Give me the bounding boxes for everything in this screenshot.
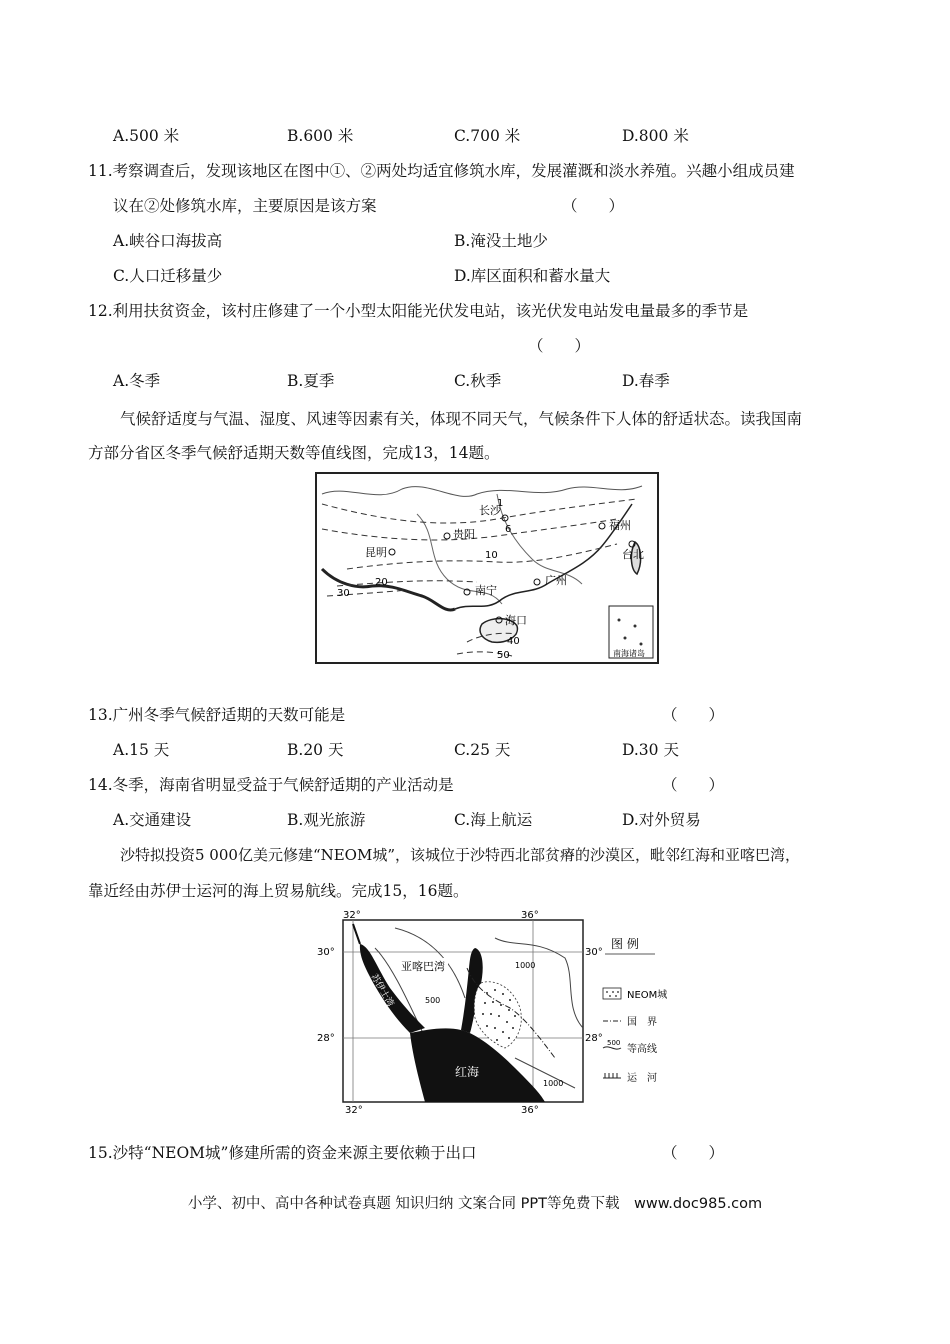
lon-label-32-bottom: 32° xyxy=(345,1105,363,1113)
contour-label-20: 20 xyxy=(375,577,388,588)
comfort-days-map-drawing xyxy=(317,474,657,662)
intro2-line1: 沙特拟投资5 000亿美元修建“NEOM城”，该城位于沙特西北部贫瘠的沙漠区，毗邻红海和亚喀巴湾， xyxy=(120,846,801,864)
intro1-line2: 方部分省区冬季气候舒适期天数等值线图，完成13，14题。 xyxy=(88,444,500,462)
contour-value-1000-south: 1000 xyxy=(543,1079,564,1088)
q11-option-a: A.峡谷口海拔高 xyxy=(113,232,223,250)
q13-option-c: C.25 天 xyxy=(454,741,511,759)
legend-title: 图 例 xyxy=(611,937,639,951)
q12-option-c: C.秋季 xyxy=(454,372,502,390)
label-red-sea: 红海 xyxy=(455,1065,480,1079)
q14-option-c: C.海上航运 xyxy=(454,811,533,829)
contour-label-1: 1 xyxy=(497,498,504,509)
legend-canal-label: 运 河 xyxy=(627,1073,657,1084)
q10-option-b: B.600 米 xyxy=(287,127,354,145)
lon-label-36-top: 36° xyxy=(521,910,539,921)
lat-label-28: 28° xyxy=(317,1033,335,1044)
lat-label-28-right: 28° xyxy=(585,1033,603,1044)
q12-option-b: B.夏季 xyxy=(287,372,335,390)
city-label-changsha: 长沙 xyxy=(479,504,501,517)
city-dot xyxy=(599,523,605,529)
q14-answer-paren: （ ） xyxy=(662,776,725,794)
q12-stem: 12.利用扶贫资金，该村庄修建了一个小型太阳能光伏发电站，该光伏发电站发电量最多的季节是 xyxy=(88,302,749,320)
q13-option-a: A.15 天 xyxy=(113,741,170,759)
q11-option-c: C.人口迁移量少 xyxy=(113,267,223,285)
lon-label-32-top: 32° xyxy=(343,910,361,921)
q13-option-d: D.30 天 xyxy=(622,741,679,759)
q11-option-b: B.淹没土地少 xyxy=(454,232,548,250)
q13-option-b: B.20 天 xyxy=(287,741,344,759)
q12-option-d: D.春季 xyxy=(622,372,670,390)
intro1-line1: 气候舒适度与气温、湿度、风速等因素有关，体现不同天气，气候条件下人体的舒适状态。读我国南 xyxy=(120,410,803,428)
legend-border-label: 国 界 xyxy=(627,1017,657,1028)
comfort-days-map xyxy=(315,472,659,664)
q10-option-d: D.800 米 xyxy=(622,127,689,145)
isoline-10 xyxy=(347,544,617,569)
legend-contour-label: 等高线 xyxy=(627,1044,657,1055)
lat-label-30-right: 30° xyxy=(585,947,603,958)
city-label-guiyang: 贵阳 xyxy=(453,528,475,541)
contour-label-30: 30 xyxy=(337,588,350,599)
q14-stem: 14.冬季，海南省明显受益于气候舒适期的产业活动是 xyxy=(88,776,454,794)
contour-value-1000: 1000 xyxy=(515,961,536,970)
q13-answer-paren: （ ） xyxy=(662,706,725,724)
label-gulf-of-suez: 苏伊士湾 xyxy=(368,972,396,1009)
legend-neom-swatch xyxy=(603,988,621,999)
lon-label-36-bottom: 36° xyxy=(521,1105,539,1113)
province-boundary xyxy=(322,486,642,496)
city-dot xyxy=(444,533,450,539)
contour-label-6: 6 xyxy=(505,524,512,535)
city-label-haikou: 海口 xyxy=(505,614,527,627)
q14-option-d: D.对外贸易 xyxy=(622,811,701,829)
city-label-kunming: 昆明 xyxy=(365,546,387,559)
contour-label-10: 10 xyxy=(485,550,498,561)
q11-option-d: D.库区面积和蓄水量大 xyxy=(454,267,611,285)
legend-contour-swatch xyxy=(603,1047,621,1049)
q11-stem-line1: 11.考察调查后，发现该地区在图中①、②两处均适宜修筑水库，发展灌溉和淡水养殖。兴趣小组成员建 xyxy=(88,162,795,180)
intro2-line2: 靠近经由苏伊士运河的海上贸易航线。完成15，16题。 xyxy=(88,882,469,900)
q11-stem-line2: 议在②处修筑水库，主要原因是该方案 xyxy=(113,197,377,215)
q10-option-c: C.700 米 xyxy=(454,127,521,145)
neom-map xyxy=(315,908,680,1113)
legend-contour-value: 500 xyxy=(607,1039,621,1047)
contour-label-50: 50 xyxy=(497,650,510,661)
q15-answer-paren: （ ） xyxy=(662,1144,725,1162)
q11-answer-paren: （ ） xyxy=(562,197,625,215)
q14-option-b: B.观光旅游 xyxy=(287,811,366,829)
city-label-guangzhou: 广州 xyxy=(545,574,567,587)
q13-stem: 13.广州冬季气候舒适期的天数可能是 xyxy=(88,706,346,724)
city-label-nanning: 南宁 xyxy=(475,584,497,597)
q15-stem: 15.沙特“NEOM城”修建所需的资金来源主要依赖于出口 xyxy=(88,1144,477,1162)
q14-option-a: A.交通建设 xyxy=(113,811,192,829)
label-gulf-of-aqaba: 亚喀巴湾 xyxy=(401,960,445,973)
q10-option-a: A.500 米 xyxy=(113,127,180,145)
inset-label: 南海诸岛 xyxy=(613,649,645,658)
city-dot xyxy=(389,549,395,555)
q12-answer-paren: （ ） xyxy=(528,337,591,355)
city-label-fuzhou: 福州 xyxy=(609,519,631,532)
legend-neom-label: NEOM城 xyxy=(627,990,668,1001)
contour-value-500: 500 xyxy=(425,996,441,1005)
q12-option-a: A.冬季 xyxy=(113,372,161,390)
contour-label-40: 40 xyxy=(507,636,520,647)
lat-label-30: 30° xyxy=(317,947,335,958)
page-footer: 小学、初中、高中各种试卷真题 知识归纳 文案合同 PPT等免费下载 www.doc985.com xyxy=(187,1196,763,1212)
neom-map-drawing xyxy=(315,908,680,1113)
city-dot xyxy=(534,579,540,585)
city-label-taibei: 台北 xyxy=(622,548,644,561)
